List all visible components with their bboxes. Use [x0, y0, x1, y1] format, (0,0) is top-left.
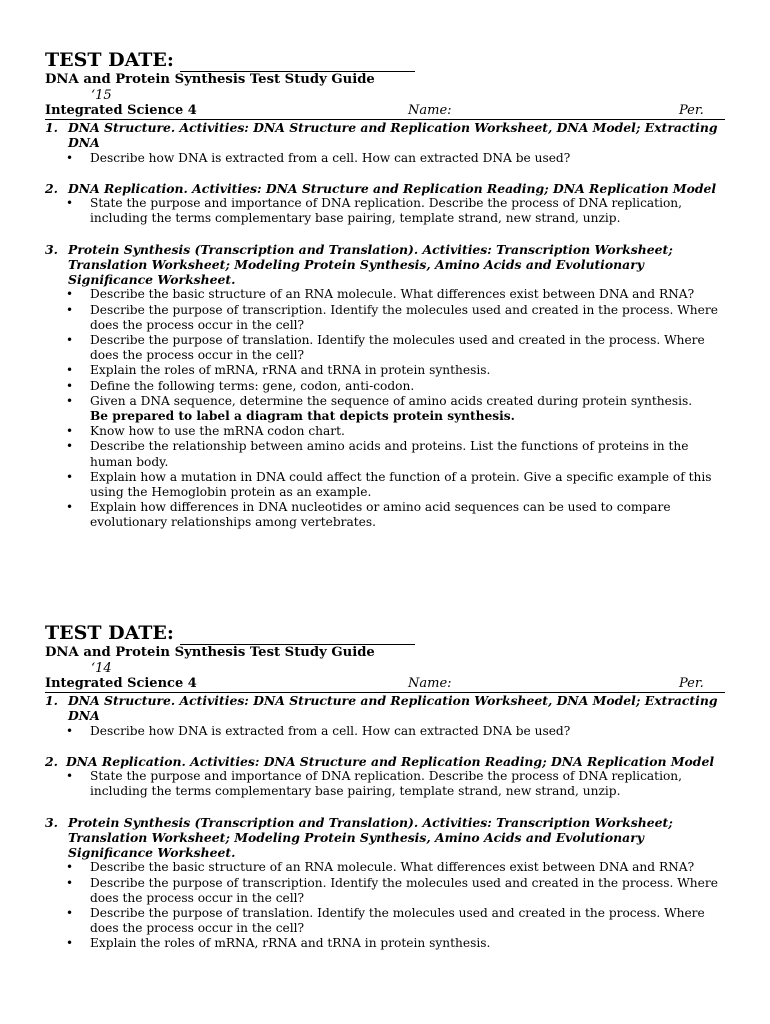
section-heading: [45, 242, 725, 288]
bullet-icon: •: [66, 936, 74, 951]
bullet-icon: •: [66, 333, 74, 347]
list-item-text: Define the following terms: gene, codon, anti-codon.: [90, 378, 415, 393]
section-number: 3.: [45, 241, 58, 257]
study-guide-year: ‘14: [91, 661, 112, 676]
list-item-text: State the purpose and importance of DNA replication. Describe the process of DNA replication, including the terms complementary base pairing, template strand, new strand, unzip.: [90, 769, 683, 799]
list-item-text: State the purpose and importance of DNA replication. Describe the process of DNA replication, including the terms complementary base pairing, template strand, new strand, unzip.: [90, 196, 683, 226]
list-item: [45, 876, 725, 906]
section-dna-structure: [45, 693, 725, 739]
section-heading: [45, 693, 725, 724]
section-protein-synthesis: [45, 815, 725, 952]
list-item-text: Describe how DNA is extracted from a cell. How can extracted DNA be used?: [90, 150, 571, 165]
section-heading-text: Protein Synthesis (Transcription and Translation). Activities: Transcription Worksheet; Translation Worksheet; Modeling Protein Synthesis, Amino Acids and Evolutionary Significance Worksheet.: [68, 241, 673, 288]
section-dna-replication: [45, 754, 725, 800]
list-item-text: Describe the purpose of transcription. Identify the molecules used and created in the process. Where does the process occur in the cell?: [90, 875, 718, 905]
list-item: [45, 936, 725, 951]
list-item-text: Describe the basic structure of an RNA molecule. What differences exist between DNA and RNA?: [90, 860, 695, 875]
list-item: [45, 906, 725, 936]
class-label: Integrated Science 4: [45, 676, 197, 691]
list-item: [45, 151, 725, 166]
section-number: 1.: [45, 693, 58, 708]
list-item: [45, 724, 725, 739]
section-heading-text: DNA Replication. Activities: DNA Structure and Replication Reading; DNA Replication Model: [65, 753, 715, 769]
bullet-icon: •: [66, 150, 74, 165]
study-guide-title: DNA and Protein Synthesis Test Study Guide: [45, 72, 375, 87]
section-heading: [45, 815, 725, 861]
test-date-line: [45, 48, 725, 72]
bullet-icon: •: [66, 424, 74, 439]
section-heading-text: DNA Structure. Activities: DNA Structure and Replication Worksheet, DNA Model; Extracting DNA: [68, 693, 718, 724]
class-label: Integrated Science 4: [45, 103, 197, 118]
class-name-period-line: [45, 676, 725, 693]
list-item: [45, 303, 725, 333]
bullet-icon: •: [66, 875, 74, 890]
bullet-icon: •: [66, 860, 74, 875]
list-item-text: Describe the purpose of translation. Identify the molecules used and created in the process. Where does the process occur in the cell?: [90, 906, 705, 936]
class-name-period-line: [45, 103, 725, 120]
list-item: [45, 860, 725, 875]
name-label: Name:: [408, 103, 452, 118]
test-date-line: [45, 621, 725, 645]
bullet-icon: •: [66, 723, 74, 738]
section-heading: [45, 181, 725, 196]
list-item: [45, 363, 725, 378]
section-number: 2.: [45, 753, 58, 769]
list-item-text: Explain how differences in DNA nucleotides or amino acid sequences can be used to compare evolutionary relationships among vertebrates.: [90, 500, 671, 530]
bullet-list: [45, 769, 725, 799]
section-dna-structure: [45, 120, 725, 166]
bullet-icon: •: [66, 393, 74, 408]
list-item-text: Given a DNA sequence, determine the sequence of amino acids created during protein synthesis.: [90, 393, 693, 408]
list-item: [45, 424, 725, 439]
test-date-label: TEST DATE:: [45, 622, 174, 644]
bullet-icon: •: [66, 439, 74, 454]
section-heading-text: DNA Structure. Activities: DNA Structure and Replication Worksheet, DNA Model; Extracting DNA: [68, 120, 718, 151]
bullet-icon: •: [66, 378, 74, 393]
period-label: Per.: [679, 103, 704, 118]
list-item-text: Describe the relationship between amino acids and proteins. List the functions of proteins in the human body.: [90, 439, 689, 469]
study-guide-2015: [45, 48, 725, 531]
section-protein-synthesis: [45, 242, 725, 531]
section-heading-text: DNA Replication. Activities: DNA Structure and Replication Reading; DNA Replication Model: [68, 180, 717, 196]
bullet-icon: •: [66, 302, 74, 317]
list-item-text: Explain the roles of mRNA, rRNA and tRNA in protein synthesis.: [90, 936, 491, 951]
list-item-text: Explain how a mutation in DNA could affect the function of a protein. Give a specific example of this using the Hemoglobin protein as an example.: [90, 469, 712, 500]
section-number: 3.: [45, 814, 58, 830]
bullet-icon: •: [66, 500, 74, 515]
list-item: [45, 394, 725, 424]
test-date-label: TEST DATE:: [45, 49, 174, 71]
list-item-text: Describe the purpose of translation. Identify the molecules used and created in the process. Where does the process occur in the cell?: [90, 333, 705, 363]
list-item: [45, 196, 725, 226]
section-number: 1.: [45, 120, 58, 135]
name-label: Name:: [408, 676, 452, 691]
study-guide-2014: [45, 621, 725, 952]
study-guide-title: DNA and Protein Synthesis Test Study Guide: [45, 645, 375, 660]
list-item: [45, 500, 725, 530]
list-item: [45, 287, 725, 302]
list-item-text: Know how to use the mRNA codon chart.: [90, 424, 345, 439]
section-dna-replication: [45, 181, 725, 227]
bullet-icon: •: [66, 906, 74, 920]
study-guide-year: ‘15: [91, 88, 112, 103]
test-date-blank: [180, 52, 415, 72]
bullet-list: [45, 287, 725, 530]
bullet-list: [45, 151, 725, 166]
section-heading: [45, 754, 725, 769]
bold-note: Be prepared to label a diagram that depicts protein synthesis.: [90, 409, 515, 424]
bullet-list: [45, 196, 725, 226]
section-heading: [45, 120, 725, 151]
bullet-list: [45, 860, 725, 951]
test-date-blank: [180, 625, 415, 645]
list-item-text: Describe the purpose of transcription. Identify the molecules used and created in the process. Where does the process occur in the cell?: [90, 302, 718, 332]
bullet-icon: •: [66, 363, 74, 378]
list-item: [45, 439, 725, 469]
list-item: [45, 333, 725, 363]
section-heading-text: Protein Synthesis (Transcription and Translation). Activities: Transcription Worksheet; Translation Worksheet; Modeling Protein Synthesis, Amino Acids and Evolutionary Significance Worksheet.: [68, 814, 673, 861]
bullet-icon: •: [66, 287, 74, 302]
list-item: [45, 470, 725, 500]
bullet-icon: •: [66, 769, 74, 784]
bullet-icon: •: [66, 469, 74, 484]
list-item-text: Explain the roles of mRNA, rRNA and tRNA in protein synthesis.: [90, 363, 491, 378]
list-item: [45, 769, 725, 799]
list-item-text: Describe the basic structure of an RNA molecule. What differences exist between DNA and RNA?: [90, 287, 695, 302]
bullet-icon: •: [66, 196, 74, 211]
section-number: 2.: [45, 180, 58, 196]
bullet-list: [45, 724, 725, 739]
list-item: [45, 379, 725, 394]
period-label: Per.: [679, 676, 704, 691]
list-item-text: Describe how DNA is extracted from a cell. How can extracted DNA be used?: [90, 723, 571, 738]
